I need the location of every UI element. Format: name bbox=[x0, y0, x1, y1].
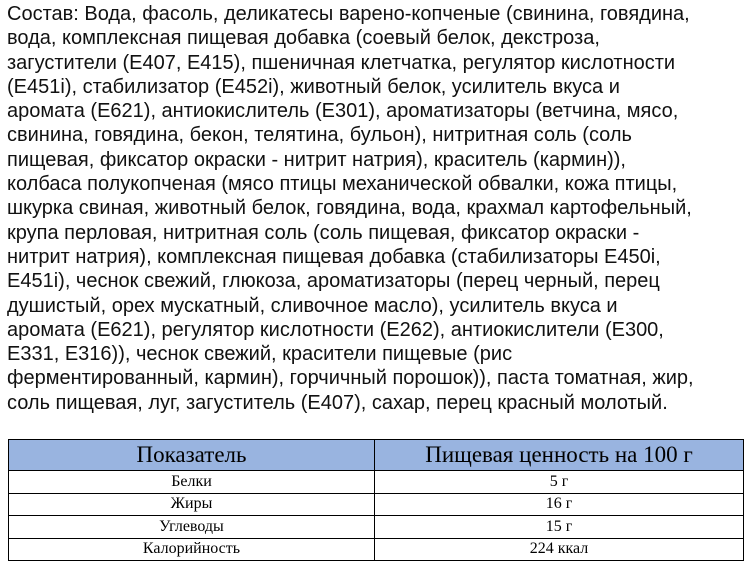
row-name-fats: Жиры bbox=[9, 493, 375, 516]
table-row bbox=[9, 471, 744, 494]
composition-line: E451i), чеснок свежий, глюкоза, ароматизаторы (перец черный, перец bbox=[7, 270, 660, 293]
table-row bbox=[9, 493, 744, 516]
row-name-calories: Калорийность bbox=[9, 538, 375, 561]
composition-text bbox=[7, 2, 749, 415]
composition-line: загустители (E407, E415), пшеничная клетчатка, регулятор кислотности bbox=[7, 51, 676, 74]
composition-line: (E451i), стабилизатор (E452i), животный белок, усилитель вкуса и bbox=[7, 75, 620, 98]
composition-line: свинина, говядина, бекон, телятина, бульон), нитритная соль (соль bbox=[7, 124, 632, 147]
row-name-proteins: Белки bbox=[9, 471, 375, 494]
table-row bbox=[9, 516, 744, 539]
composition-line: соль пищевая, луг, загуститель (E407), сахар, перец красный молотый. bbox=[7, 391, 668, 414]
table-header-row bbox=[9, 440, 744, 471]
row-value-calories: 224 ккал bbox=[375, 538, 744, 561]
composition-line: аромата (E621), антиокислитель (E301), ароматизаторы (ветчина, мясо, bbox=[7, 100, 679, 123]
row-value-carbohydrates: 15 г bbox=[375, 516, 744, 539]
nutrition-table bbox=[8, 439, 744, 561]
composition-line: нитрит натрия), комплексная пищевая добавка (стабилизаторы E450i, bbox=[7, 245, 661, 268]
composition-line: колбаса полукопченая (мясо птицы механической обвалки, кожа птицы, bbox=[7, 173, 678, 196]
composition-line: шкурка свиная, животный белок, говядина, вода, крахмал картофельный, bbox=[7, 197, 692, 220]
table-row bbox=[9, 538, 744, 561]
composition-line: крупа перловая, нитритная соль (соль пищевая, фиксатор окраски - bbox=[7, 221, 640, 244]
header-nutrition-value: Пищевая ценность на 100 г bbox=[375, 440, 744, 471]
header-indicator: Показатель bbox=[9, 440, 375, 471]
row-name-carbohydrates: Углеводы bbox=[9, 516, 375, 539]
row-value-proteins: 5 г bbox=[375, 471, 744, 494]
composition-line: ферментированный, кармин), горчичный порошок)), паста томатная, жир, bbox=[7, 367, 694, 390]
composition-line: аромата (E621), регулятор кислотности (E262), антиокислители (E300, bbox=[7, 318, 664, 341]
composition-line: вода, комплексная пищевая добавка (соевый белок, декстроза, bbox=[7, 27, 600, 50]
composition-line: душистый, орех мускатный, сливочное масло), усилитель вкуса и bbox=[7, 294, 618, 317]
composition-line: E331, E316)), чеснок свежий, красители пищевые (рис bbox=[7, 343, 513, 366]
row-value-fats: 16 г bbox=[375, 493, 744, 516]
composition-line: пищевая, фиксатор окраски - нитрит натрия), краситель (кармин)), bbox=[7, 148, 626, 171]
composition-line: Состав: Вода, фасоль, деликатесы варено-копченые (свинина, говядина, bbox=[7, 3, 690, 25]
